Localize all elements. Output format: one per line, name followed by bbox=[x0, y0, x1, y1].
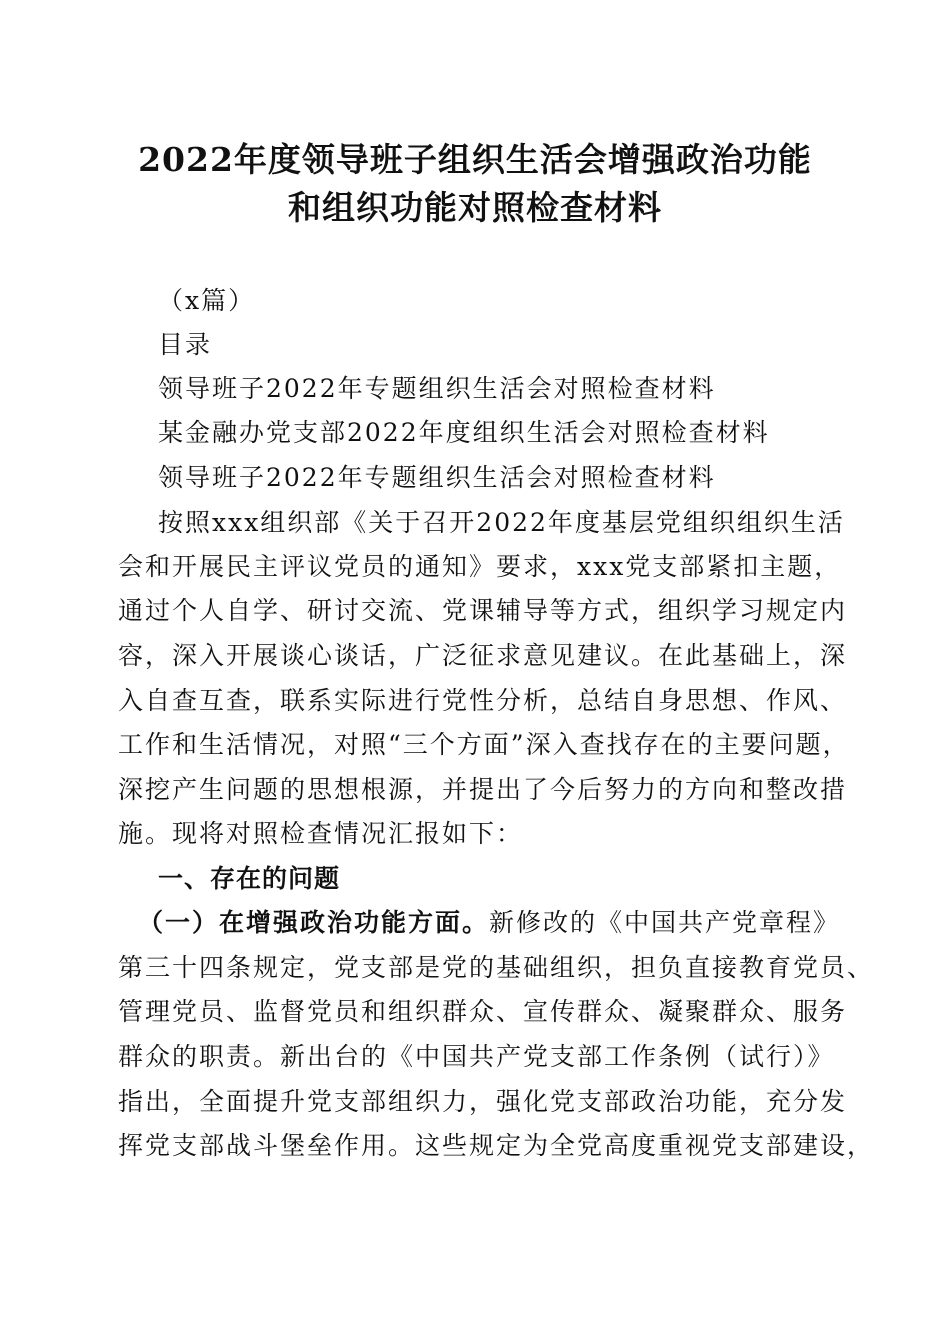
subsection-first-line bbox=[138, 906, 840, 940]
subsection-paragraph-line: 管理党员、监督党员和组织群众、宣传群众、凝聚群众、服务 bbox=[118, 997, 848, 1026]
subsection-label: （一）在增强政治功能方面。 bbox=[138, 908, 490, 937]
toc-item: 领导班子2022年专题组织生活会对照检查材料 bbox=[158, 374, 716, 403]
subsection-paragraph-line: 挥党支部战斗堡垒作用。这些规定为全党高度重视党支部建设， bbox=[118, 1131, 875, 1160]
intro-paragraph-line: 深挖产生问题的思想根源，并提出了今后努力的方向和整改措 bbox=[118, 775, 848, 804]
intro-paragraph-line: 工作和生活情况，对照“三个方面”深入查找存在的主要问题， bbox=[118, 730, 850, 759]
intro-paragraph-line: 容，深入开展谈心谈话，广泛征求意见建议。在此基础上，深 bbox=[118, 641, 848, 670]
intro-paragraph-line: 会和开展民主评议党员的通知》要求，xxx党支部紧扣主题， bbox=[118, 552, 842, 581]
intro-paragraph-line: 通过个人自学、研讨交流、党课辅导等方式，组织学习规定内 bbox=[118, 596, 848, 625]
subsection-paragraph-line: 指出，全面提升党支部组织力，强化党支部政治功能，充分发 bbox=[118, 1087, 848, 1116]
toc-label: 目录 bbox=[158, 330, 213, 359]
subsection-paragraph-line: 群众的职责。新出台的《中国共产党支部工作条例（试行）》 bbox=[118, 1042, 835, 1071]
document-subtitle: （x篇） bbox=[158, 286, 256, 315]
document-title-line-1: 2022年度领导班子组织生活会增强政治功能 bbox=[138, 140, 812, 179]
intro-paragraph-line: 施。现将对照检查情况汇报如下： bbox=[118, 819, 524, 848]
toc-item: 领导班子2022年专题组织生活会对照检查材料 bbox=[158, 463, 716, 492]
toc-item: 某金融办党支部2022年度组织生活会对照检查材料 bbox=[158, 418, 770, 447]
section-heading: 一、存在的问题 bbox=[158, 864, 341, 893]
subsection-first-line-text: 新修改的《中国共产党章程》 bbox=[489, 908, 841, 937]
subsection-paragraph-line: 第三十四条规定，党支部是党的基础组织，担负直接教育党员、 bbox=[118, 953, 875, 982]
intro-paragraph-line: 按照xxx组织部《关于召开2022年度基层党组织组织生活 bbox=[158, 508, 845, 537]
document-title-line-2: 和组织功能对照检查材料 bbox=[288, 188, 662, 227]
intro-paragraph-line: 入自查互查，联系实际进行党性分析，总结自身思想、作风、 bbox=[118, 686, 848, 715]
